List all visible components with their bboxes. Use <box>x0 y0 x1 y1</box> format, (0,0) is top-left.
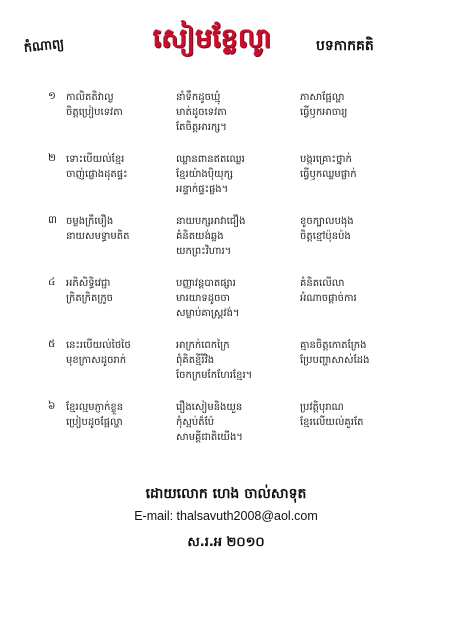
stanza-col-2 <box>176 276 286 321</box>
verse-line: បង្ករគ្រោះថ្នាក់ <box>300 154 352 165</box>
stanza-number: ៥ <box>48 338 56 350</box>
stanza-number: ៤ <box>48 276 56 288</box>
verse-line: ទោះបើយល់ខ្មែរ <box>66 154 125 165</box>
verse-line: ចិត្តប្រៀបទេវតា <box>66 107 123 118</box>
stanza-col-2 <box>176 214 286 259</box>
verse-line: ខូចក្បាលបងុង <box>300 216 354 227</box>
verse-line: ប្រែបញ្ហាសាស់ដែង <box>300 355 370 366</box>
stanza-col-3 <box>300 338 430 368</box>
stanza-col-1 <box>66 400 166 430</box>
verse-line: ប្រវត្តិបុរាណ <box>300 402 344 413</box>
date-line: ស.រ.អ ២០១០ <box>187 535 265 550</box>
genre-label: កំណាព្យ <box>23 36 65 56</box>
verse-line: សម្លាប់គាស្រ្តវង់។ <box>176 308 240 319</box>
author-line: ដោយលោក ហេង ចាល់សាទុត <box>145 486 307 502</box>
verse-line: ក្រិតក្រិតក្រូច <box>66 293 114 304</box>
stanza-number: ៦ <box>48 400 56 412</box>
verse-line: ខ្មែរយ៉ាងប៉ិយុក្ស <box>176 169 233 180</box>
stanza-col-1 <box>66 214 166 244</box>
verse-line: កាលិតតិវាល្ង <box>66 92 114 103</box>
verse-line: យកព្រះវិហារ។ <box>176 246 232 257</box>
verse-line: មុខក្រាសដូចរាក់ <box>66 355 127 366</box>
author-email: E-mail: thalsavuth2008@aol.com <box>134 509 318 523</box>
verse-line: ខ្មែរល្មមភ្ញាក់ខ្លួន <box>66 402 124 413</box>
verse-line: សាមគ្គីជាតិយើង។ <box>176 432 243 443</box>
verse-line: កុំស្អប់ត៏ប៉ែ <box>176 417 215 428</box>
stanza-col-1 <box>66 338 166 368</box>
verse-line: មារយាទដូចចា <box>176 293 230 304</box>
stanza-col-2 <box>176 400 286 445</box>
meter-label: បទកាកគតិ <box>316 38 374 54</box>
stanza-col-2 <box>176 338 286 383</box>
verse-line: ចាញ់ផ្លោងដុតផ្ទះ <box>66 169 128 180</box>
verse-line: គ្មានចិត្តកោតក្រែង <box>300 340 367 351</box>
poem-header <box>0 22 452 82</box>
verse-line: ពុំគិតខ្មីរីវិង <box>176 355 215 366</box>
verse-line: នាយសមទ្ធាមតិត <box>66 231 130 242</box>
stanza-col-1 <box>66 152 166 182</box>
verse-line: ខ្មែរលើយល់គួរតែ <box>300 417 364 428</box>
stanza-col-3 <box>300 90 430 120</box>
verse-line: ចិត្តខ្មៅប៉ុនប៉ង <box>300 231 351 242</box>
verse-line: មាត់ដូចទេវតា <box>176 107 227 118</box>
verse-line: អភិសិទ្ធិវេជ្ជា <box>66 278 111 289</box>
verse-line: នេះរបើយល់ថៃថៃ <box>66 340 131 351</box>
verse-line: នាយបក្សអាវាជឿង <box>176 216 246 227</box>
verse-line: នាំទឹកដូចឃ្មុំ <box>176 92 221 103</box>
verse-line: អាក្រក់ពេកក្រៃ <box>176 340 230 351</box>
stanza-col-3 <box>300 214 430 244</box>
verse-line: អំណាចផ្តាច់ការ <box>300 293 357 304</box>
stanza-col-2 <box>176 152 286 197</box>
stanza-number: ១ <box>48 90 56 102</box>
verse-line: ធ្វើឫកអាចារ្យ <box>300 107 348 118</box>
verse-line: ចម្លងក្រឹមឿង <box>66 216 114 227</box>
verse-line: គំនិតលើលា <box>300 278 345 289</box>
stanza-number: ៣ <box>48 214 57 226</box>
verse-line: ធ្វើឫកឈ្លមផ្លាក់ <box>300 169 357 180</box>
stanza-col-3 <box>300 400 430 430</box>
verse-line: ភាសាផ្អែល្ហា <box>300 92 345 103</box>
poem-title: សៀមខ្លែលូា <box>152 23 272 54</box>
verse-line: តែចិត្តអារក្ស។ <box>176 122 227 133</box>
stanza-col-3 <box>300 276 430 306</box>
stanza-col-3 <box>300 152 430 182</box>
verse-line: រឿងសៀមនិងយួន <box>176 402 243 413</box>
verse-line: បញ្ញាវន្តបាតផ្សារ <box>176 278 236 289</box>
stanza-col-1 <box>66 90 166 120</box>
verse-line: ឈ្លានពានឥតឈ្លេរ <box>176 154 245 165</box>
stanza-col-1 <box>66 276 166 306</box>
stanza-number: ២ <box>48 152 56 164</box>
verse-line: គំនិតយង់ឆ្លង <box>176 231 224 242</box>
verse-line: ចែកក្រមកែហែរខ្មែរ។ <box>176 370 253 381</box>
verse-line: ប្រៀបដូចផ្អែល្ហា <box>66 417 123 428</box>
stanza-col-2 <box>176 90 286 135</box>
verse-line: អន្ទាក់ផ្ទះផ្លង។ <box>176 184 229 195</box>
